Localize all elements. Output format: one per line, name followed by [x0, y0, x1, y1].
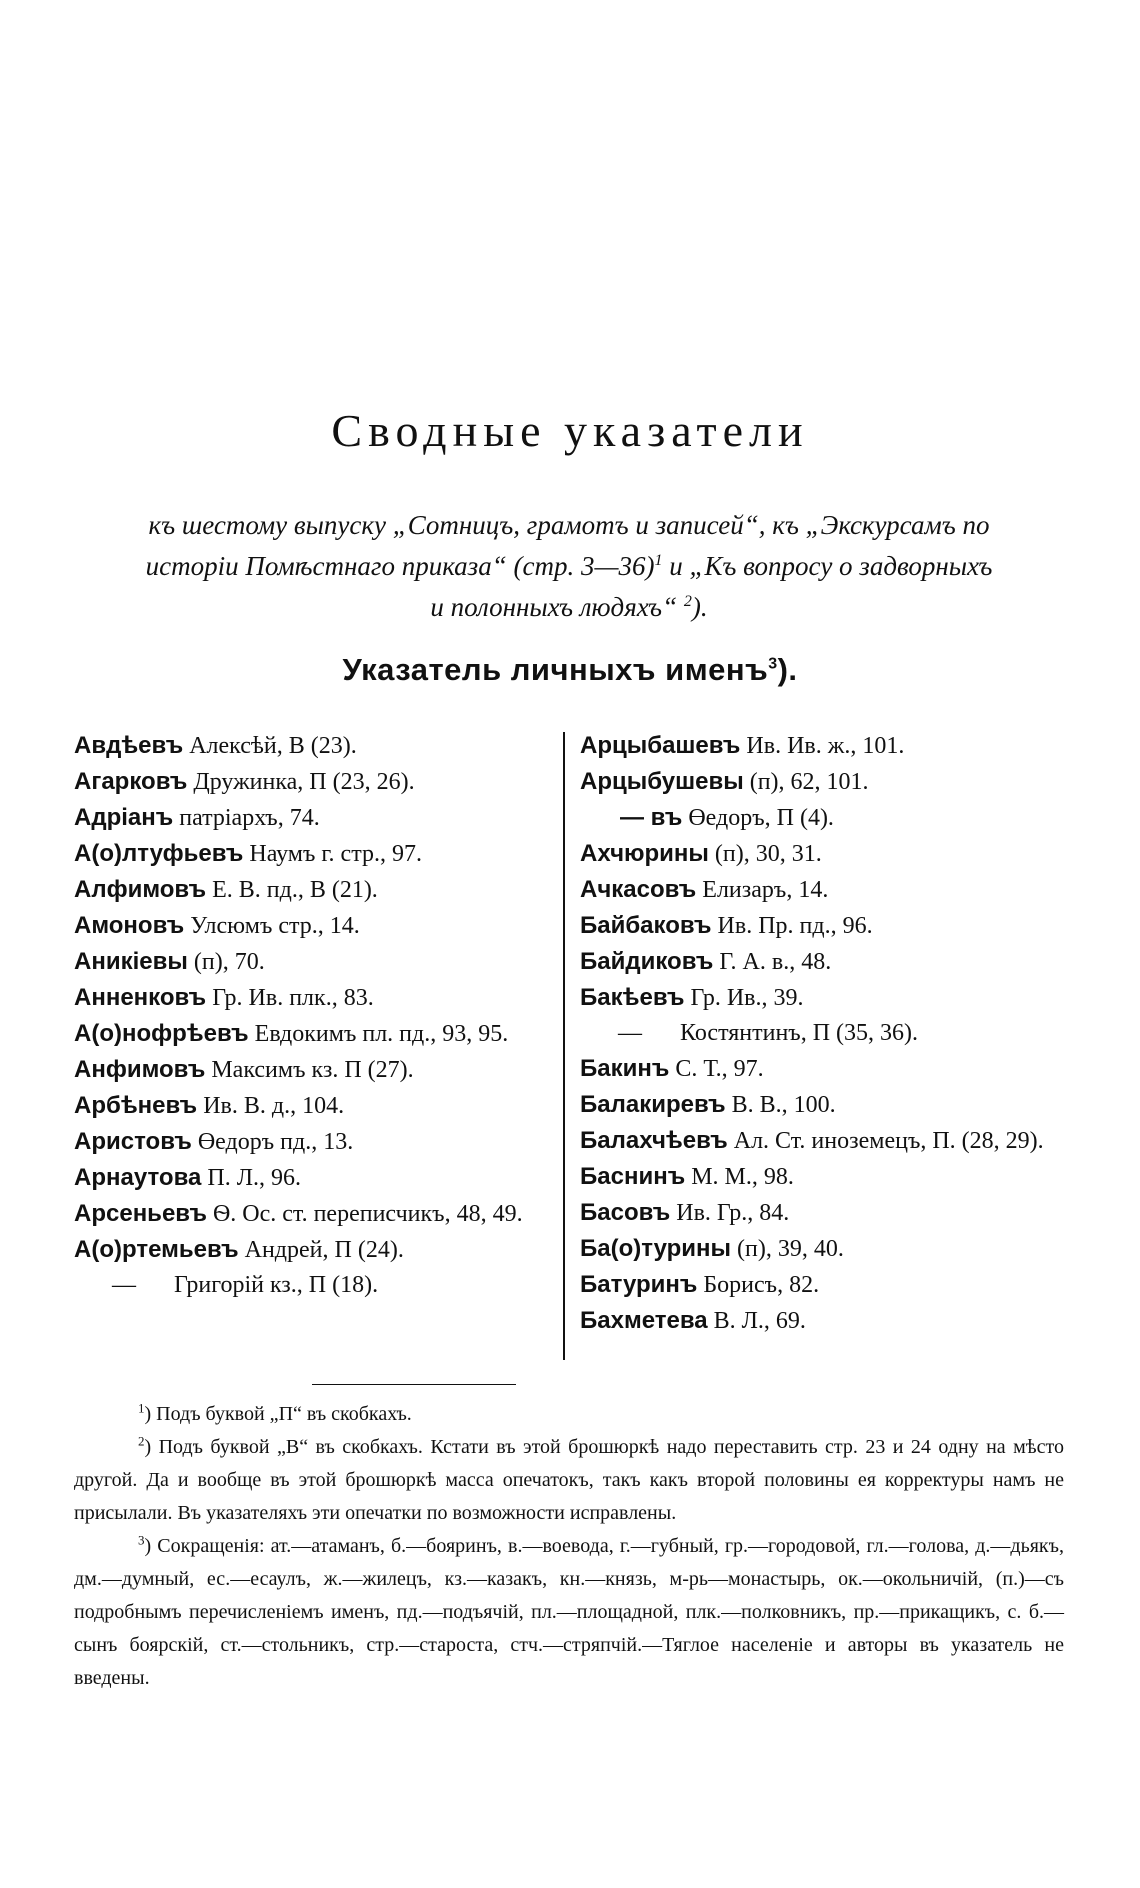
entry-details: П. Л., 96.: [201, 1165, 301, 1191]
entry-details: Наумъ г. стр., 97.: [243, 841, 422, 867]
entry-details: (п), 62, 101.: [743, 769, 869, 795]
index-entry: [74, 1052, 552, 1088]
section-heading: [0, 652, 1140, 688]
entry-surname: Авдѣевъ: [74, 732, 184, 759]
index-entry: [580, 1195, 1054, 1231]
index-entry: [580, 836, 1054, 872]
entry-surname: Байдиковъ: [580, 948, 714, 975]
entry-surname: Аникіевы: [74, 948, 188, 975]
index-entry: [74, 1232, 552, 1268]
entry-surname: Арсеньевъ: [74, 1200, 207, 1227]
index-entry: [580, 944, 1054, 980]
index-entry: [580, 872, 1054, 908]
index-entry: [580, 1016, 1054, 1051]
footnote-marker: 3: [138, 1532, 145, 1548]
index-entry: [580, 1267, 1054, 1303]
footnote-rule: [312, 1384, 516, 1385]
entry-surname: —: [112, 1272, 136, 1298]
footnote-ref-3[interactable]: 3: [768, 655, 778, 673]
subtitle-line-2: [74, 543, 1064, 584]
entry-surname: Арцыбашевъ: [580, 732, 741, 759]
entry-details: В. Л., 69.: [707, 1308, 806, 1334]
index-entry: [580, 1051, 1054, 1087]
index-entry: [74, 728, 552, 764]
entry-surname: Бакинъ: [580, 1055, 670, 1082]
entry-details: Дружинка, П (23, 26).: [187, 769, 415, 795]
entry-surname: А(о)ртемьевъ: [74, 1236, 239, 1263]
entry-details: Улсюмъ стр., 14.: [184, 913, 360, 939]
footnote-marker: 2: [138, 1433, 145, 1449]
index-entry: [74, 1016, 552, 1052]
index-entry: [74, 764, 552, 800]
entry-surname: Амоновъ: [74, 912, 185, 939]
entry-surname: Бахметева: [580, 1307, 708, 1334]
index-entry: [74, 980, 552, 1016]
index-entry: [74, 800, 552, 836]
entry-details: Гр. Ив., 39.: [684, 985, 804, 1011]
entry-details: Ив. Ив. ж., 101.: [740, 733, 905, 759]
entry-details: Гр. Ив. плк., 83.: [206, 985, 374, 1011]
section-heading-text: Указатель личныхъ именъ: [342, 652, 769, 687]
index-entry: [580, 1087, 1054, 1123]
entry-surname: Арнаутова: [74, 1164, 202, 1191]
index-entry: [580, 764, 1054, 800]
entry-details: Григорій кз., П (18).: [174, 1272, 379, 1298]
footnotes: [74, 1398, 1064, 1695]
entry-surname: А(о)лтуфьевъ: [74, 840, 244, 867]
footnote-text: ) Подъ буквой „В“ въ скобкахъ. Кстати въ этой брошюркѣ надо переставить стр. 23 и 24 одну на мѣсто другой. Да и вообще въ этой брошюркѣ масса опечатокъ, такъ какъ второй половины ея корректуры намъ не присылали. Въ указателяхъ эти опечатки по возможности исправлены.: [74, 1436, 1064, 1524]
index-entry: [74, 872, 552, 908]
entry-surname: А(о)нофрѣевъ: [74, 1020, 249, 1047]
entry-details: Максимъ кз. П (27).: [205, 1057, 414, 1083]
entry-details: (п), 39, 40.: [731, 1236, 844, 1262]
subtitle: [74, 508, 1064, 625]
entry-details: Е. В. пд., В (21).: [206, 877, 378, 903]
entry-surname: Ахчюрины: [580, 840, 709, 867]
subtitle-line-3-text: и полонныхъ людяхъ“: [430, 592, 684, 622]
entry-details: патріархъ, 74.: [173, 805, 320, 831]
entry-surname: Аристовъ: [74, 1128, 192, 1155]
index-entry: [580, 980, 1054, 1016]
entry-details: С. Т., 97.: [669, 1056, 764, 1082]
entry-surname: Арбѣневъ: [74, 1092, 198, 1119]
subtitle-line-3-tail: ).: [691, 592, 708, 622]
entry-details: Ал. Ст. иноземецъ, П. (28, 29).: [727, 1128, 1044, 1154]
index-entry: [580, 1159, 1054, 1195]
index-entry: [580, 908, 1054, 944]
entry-details: Евдокимъ пл. пд., 93, 95.: [248, 1021, 509, 1047]
footnote-marker: 1: [138, 1400, 145, 1416]
entry-details: Елизаръ, 14.: [696, 877, 829, 903]
entry-surname: Балакиревъ: [580, 1091, 726, 1118]
subtitle-line-1: къ шестому выпуску „Сотницъ, грамотъ и записей“, къ „Экскурсамъ по: [148, 510, 990, 540]
entry-details: Костянтинъ, П (35, 36).: [680, 1020, 919, 1046]
entry-surname: Байбаковъ: [580, 912, 712, 939]
index-column-left: [74, 728, 552, 1303]
index-entry: [580, 800, 1054, 836]
index-entry: [74, 908, 552, 944]
entry-surname: —: [618, 1020, 642, 1046]
index-entry: [74, 944, 552, 980]
entry-surname: Баснинъ: [580, 1163, 686, 1190]
entry-details: (п), 30, 31.: [708, 841, 822, 867]
index-entry: [74, 1160, 552, 1196]
entry-surname: Агарковъ: [74, 768, 188, 795]
entry-surname: Ба(о)турины: [580, 1235, 732, 1262]
index-entry: [580, 1303, 1054, 1339]
subtitle-line-3: [74, 584, 1064, 625]
entry-details: Борисъ, 82.: [697, 1272, 820, 1298]
entry-details: В. В., 100.: [725, 1092, 836, 1118]
entry-surname: Арцыбушевы: [580, 768, 744, 795]
entry-surname: Балахчѣевъ: [580, 1127, 728, 1154]
entry-details: Өедоръ пд., 13.: [191, 1129, 354, 1155]
index-entry: [580, 1123, 1054, 1159]
page-title: Сводные указатели: [331, 405, 809, 456]
index-entry: [74, 1124, 552, 1160]
footnote: [74, 1530, 1064, 1695]
entry-surname: Басовъ: [580, 1199, 671, 1226]
subtitle-line-2-text: исторіи Помѣстнаго приказа“ (стр. 3—36): [145, 551, 655, 581]
entry-details: Ѳ. Ос. ст. переписчикъ, 48, 49.: [206, 1201, 523, 1227]
index-entry: [74, 1268, 552, 1303]
index-entry: [580, 728, 1054, 764]
entry-surname: Анфимовъ: [74, 1056, 206, 1083]
subtitle-line-2-tail: и „Къ вопросу о задворныхъ: [662, 551, 993, 581]
entry-details: Г. А. в., 48.: [713, 949, 832, 975]
section-heading-tail: ).: [777, 652, 798, 687]
entry-surname: Анненковъ: [74, 984, 207, 1011]
entry-details: Өедоръ, П (4).: [682, 805, 834, 831]
entry-details: М. М., 98.: [685, 1164, 794, 1190]
column-divider: [563, 732, 565, 1360]
footnote-ref-2[interactable]: 2: [683, 593, 692, 610]
entry-surname: Бакѣевъ: [580, 984, 685, 1011]
footnote-ref-1[interactable]: 1: [654, 552, 663, 569]
index-entry: [74, 1088, 552, 1124]
footnote-text: ) Сокращенія: ат.—атаманъ, б.—бояринъ, в.—воевода, г.—губный, гр.—городовой, гл.—голова, д.—дьякъ, дм.—думный, ес.—есаулъ, ж.—жилецъ, кз.—казакъ, кн.—князь, м-рь—монастырь, ок.—окольничій, (п.)—съ подробнымъ перечисленіемъ именъ, пд.—подъячій, пл.—площадной, плк.—полковникъ, пр.—прикащикъ, с. б.—сынъ боярскій, ст.—стольникъ, стр.—староста, стч.—стряпчій.—Тяглое населеніе и авторы въ указатель не введены.: [74, 1535, 1064, 1689]
index-entry: [580, 1231, 1054, 1267]
entry-surname: Ачкасовъ: [580, 876, 697, 903]
index-entry: [74, 1196, 552, 1232]
entry-surname: — въ: [620, 804, 683, 831]
entry-details: Андрей, П (24).: [238, 1237, 404, 1263]
entry-surname: Батуринъ: [580, 1271, 698, 1298]
index-column-right: [580, 728, 1054, 1339]
entry-surname: Алфимовъ: [74, 876, 207, 903]
entry-details: Алексѣй, В (23).: [183, 733, 357, 759]
footnote: [74, 1398, 1064, 1431]
entry-details: (п), 70.: [187, 949, 265, 975]
footnote-text: ) Подъ буквой „П“ въ скобкахъ.: [144, 1403, 412, 1425]
entry-details: Ив. В. д., 104.: [197, 1093, 345, 1119]
entry-details: Ив. Пр. пд., 96.: [711, 913, 873, 939]
entry-surname: Адріанъ: [74, 804, 174, 831]
footnote: [74, 1431, 1064, 1530]
entry-details: Ив. Гр., 84.: [670, 1200, 790, 1226]
index-entry: [74, 836, 552, 872]
